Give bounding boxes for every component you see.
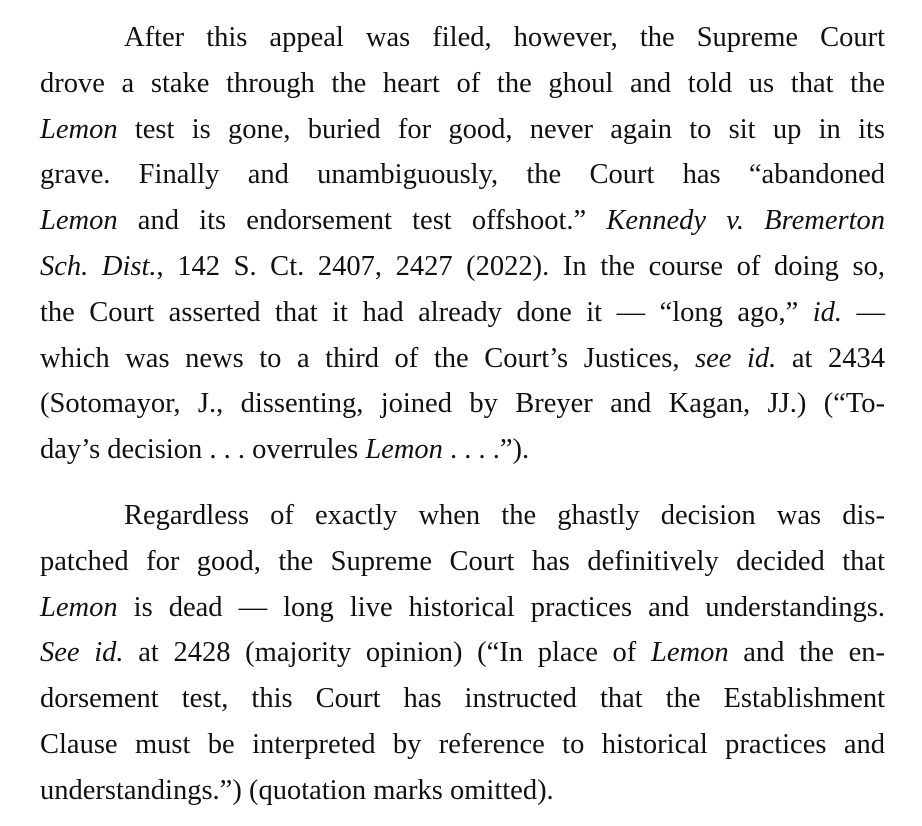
text-run: — (842, 296, 886, 328)
document-body (40, 15, 885, 814)
text-line (40, 152, 885, 198)
text-run: dorsement test, this Court has instructed that the Establishment (40, 683, 885, 715)
text-run: day’s decision . . . overrules (40, 434, 366, 466)
text-line (40, 336, 885, 382)
text-line (40, 722, 885, 768)
text-line (40, 427, 885, 473)
italic-text: id. (812, 296, 843, 328)
text-run: and its endorsement test offshoot.” (117, 205, 607, 237)
text-run: , 142 S. Ct. 2407, 2427 (2022). In the course of doing so, (156, 250, 885, 282)
text-run: Clause must be interpreted by reference to historical practices and (40, 728, 885, 760)
text-line (40, 539, 885, 585)
text-line (40, 585, 885, 631)
text-line (40, 15, 885, 61)
italic-text: see id. (695, 342, 777, 374)
text-run: drove a stake through the heart of the ghoul and told us that the (40, 67, 885, 99)
paragraph (40, 15, 885, 473)
text-run: the Court asserted that it had already done it — “long ago,” (40, 296, 813, 328)
text-run: and the en- (728, 637, 885, 669)
text-line (40, 107, 885, 153)
text-line (40, 676, 885, 722)
text-run: patched for good, the Supreme Court has definitively decided that (40, 545, 885, 577)
text-run: (Sotomayor, J., dissenting, joined by Breyer and Kagan, JJ.) (“To- (40, 388, 885, 420)
italic-text: Lemon (40, 591, 118, 623)
italic-text: Lemon (650, 637, 729, 669)
text-line (40, 198, 885, 244)
text-line (40, 244, 885, 290)
text-run: After this appeal was filed, however, the Supreme Court (124, 22, 885, 53)
text-line (40, 61, 885, 107)
text-run: at 2434 (776, 342, 885, 374)
text-run: understandings.”) (quotation marks omitted). (40, 774, 554, 806)
text-run: is dead — long live historical practices and understandings. (117, 591, 885, 623)
text-run: at 2428 (majority opinion) (“In place of (123, 637, 651, 669)
italic-text: Lemon (365, 434, 443, 466)
paragraph (40, 493, 885, 814)
text-run: Regardless of exactly when the ghastly decision was dis- (124, 499, 885, 531)
text-line (40, 290, 885, 336)
text-run: grave. Finally and unambiguously, the Court has “abandoned (40, 159, 885, 191)
italic-text: Lemon (40, 113, 118, 145)
italic-text: Lemon (40, 205, 118, 237)
text-line (40, 493, 885, 539)
italic-text: See id. (40, 637, 124, 669)
text-line (40, 630, 885, 676)
text-line (40, 768, 885, 814)
text-run: which was news to a third of the Court’s Justices, (40, 342, 696, 374)
text-line (40, 381, 885, 427)
italic-text: Kennedy v. Bremerton (606, 205, 885, 237)
text-run: . . . .”). (442, 434, 530, 466)
italic-text: Sch. Dist. (40, 250, 157, 282)
text-run: test is gone, buried for good, never again to sit up in its (117, 113, 885, 145)
